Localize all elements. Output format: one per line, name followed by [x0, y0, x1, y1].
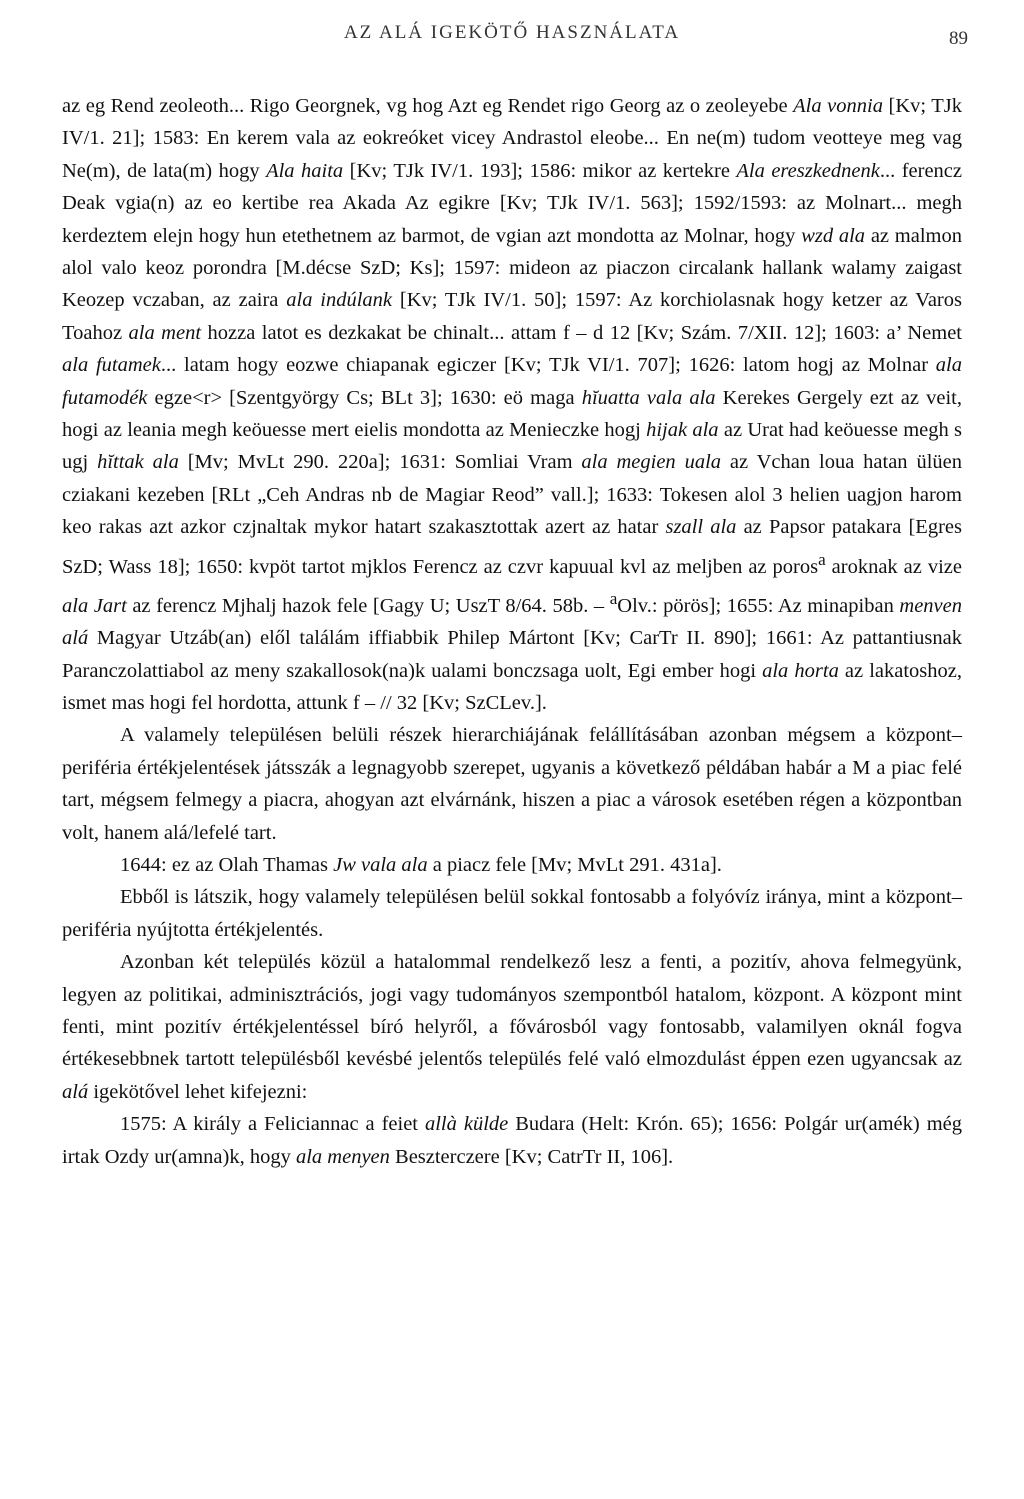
text-segment: az malmon alol valo keoz porondra [M.décse SzD; Ks]; 1597: mideon az piaczon circalank hallank walamy zaigast Keozep vczaban, az zaira	[62, 224, 962, 312]
italic-example: ala futamodék	[62, 354, 962, 409]
paragraph	[62, 90, 962, 719]
italic-example: ala futamek	[62, 354, 161, 377]
text-segment: [Kv; TJk IV/1. 21]; 1583: En kerem vala az eokreóket vicey Andrastol eleobe... En ne(m) tudom veotteye meg vag Ne(m), de lata(m) hogy	[62, 95, 962, 182]
text-segment: az ferencz Mjhalj hazok fele [Gagy U; UszT 8/64. 58b. –	[126, 594, 610, 617]
italic-example: ala Jart	[62, 594, 127, 617]
running-head: AZ ALÁ IGEKÖTŐ HASZNÁLATA	[343, 22, 681, 43]
italic-example: ala horta	[762, 659, 839, 682]
text-segment: Ebből is látszik, hogy valamely településen belül sokkal fontosabb a folyóvíz iránya, mint a központ–periféria nyújtotta értékjelentés.	[62, 886, 962, 941]
text-segment: a piacz fele [Mv; MvLt 291. 431a].	[427, 854, 722, 876]
text-segment: [Kv; TJk IV/1. 193]; 1586: mikor az kertekre	[343, 159, 737, 182]
text-segment: Beszterczere [Kv; CatrTr II, 106].	[389, 1145, 674, 1168]
italic-example: menven alá	[62, 594, 962, 650]
italic-example: ala menyen	[295, 1145, 390, 1168]
page-number: 89	[949, 28, 968, 49]
italic-example: hijak ala	[646, 419, 719, 442]
text-segment: az Papsor patakara [Egres SzD; Wass 18]; 1650: kvpöt tartot mjklos Ferencz az czvr kapuual kvl az meljben az poros	[62, 516, 962, 578]
paragraph	[62, 881, 962, 946]
italic-example: Jw vala ala	[333, 854, 428, 876]
paragraph	[62, 946, 962, 1108]
paragraph	[62, 1108, 962, 1173]
paragraph	[62, 849, 962, 881]
text-segment: hozza latot es dezkakat be chinalt... attam f – d 12 [Kv; Szám. 7/XII. 12]; 1603: a’ Nemet	[201, 321, 962, 344]
page-header	[0, 20, 1024, 50]
italic-example: hĭttak ala	[97, 451, 179, 474]
text-segment: Olv.: pörös]; 1655: Az minapiban	[617, 594, 900, 617]
italic-example: Ala haita	[266, 159, 344, 182]
footnote-marker: a	[818, 549, 826, 569]
footnote-marker: a	[609, 588, 618, 608]
text-segment: Budara (Helt: Krón. 65); 1656: Polgár ur(amék) még irtak Ozdy ur(amna)k, hogy	[62, 1113, 962, 1168]
body-text	[62, 90, 962, 1173]
text-segment: ... latam hogy eozwe chiapanak egiczer [Kv; TJk VI/1. 707]; 1626: latom hogj az Molnar	[160, 354, 936, 377]
italic-example: Ala vonnia	[793, 95, 883, 117]
italic-example: ala indúlank	[286, 289, 393, 312]
text-segment: ... ferencz Deak vgia(n) az eo kertibe rea Akada Az egikre [Kv; TJk IV/1. 563]; 1592/1593: az Molnart... megh kerdeztem elejn hogy hun etethetnem az barmot, de vgian azt mondotta az Molnar, hogy	[62, 159, 963, 247]
text-segment: aroknak az vize	[825, 555, 962, 578]
text-segment: [Kv; TJk IV/1. 50]; 1597: Az korchiolasnak hogy ketzer az Varos Toahoz	[62, 289, 962, 344]
text-segment: egze<r> [Szentgyörgy Cs; BLt 3]; 1630: eö maga	[147, 386, 582, 409]
text-segment: Magyar Utzáb(an) elől találám iffiabbik Philep Mártont [Kv; CarTr II. 890]; 1661: Az pattantiusnak Paranczolattiabol az meny szakallosok(na)k ualami bonczsaga uolt, Egi ember hogi	[62, 627, 962, 682]
text-segment: igekötővel lehet kifejezni:	[88, 1080, 308, 1103]
italic-example: Ala ereszkednenk	[736, 159, 880, 182]
paragraph	[62, 719, 962, 849]
text-segment: Azonban két település közül a hatalommal rendelkező lesz a fenti, a pozitív, ahova felmegyünk, legyen az politikai, adminisztrációs, jogi vagy tudományos szempontból hatalom, központ. A központ mint fenti, mint pozitív értékjelentéssel bíró helyről, a fővárosból vagy fontosabb, valamilyen oknál fogva értékesebbnek tartott településből kevésbé jelentős település felé való elmozdulást éppen ezen ugyancsak az	[62, 951, 962, 1071]
italic-example: ala megien uala	[581, 451, 722, 474]
italic-example: allà külde	[424, 1113, 509, 1136]
text-segment: Kerekes Gergely ezt az veit, hogi az leania megh keöuesse mert eielis mondotta az Menieczke hogj	[62, 386, 963, 442]
text-segment: az Urat had keöuesse megh s ugj	[62, 419, 963, 474]
italic-example: alá	[62, 1080, 89, 1103]
text-segment: 1575: A király a Feliciannac a feiet	[120, 1113, 425, 1136]
text-segment: 1644: ez az Olah Thamas	[120, 854, 334, 876]
italic-example: szall ala	[665, 516, 737, 539]
text-segment: A valamely településen belüli részek hierarchiájának felállításában azonban mégsem a központ–periféria értékjelentések játsszák a legnagyobb szerepet, ugyanis a következő példában habár a M a piac felé tart, mégsem felmegy a piacra, ahogyan azt elvárnánk, hiszen a piac a városok esetében régen a központban volt, hanem alá/lefelé tart.	[62, 724, 962, 844]
italic-example: ala ment	[128, 321, 202, 344]
text-segment: az eg Rend zeoleoth... Rigo Georgnek, vg hog Azt eg Rendet rigo Georg az o zeoleyebe	[62, 95, 794, 117]
italic-example: wzd ala	[801, 224, 866, 247]
text-segment: [Mv; MvLt 290. 220a]; 1631: Somliai Vram	[178, 451, 582, 474]
text-segment: az Vchan loua hatan ülüen cziakani kezeben [RLt „Ceh Andras nb de Magiar Reod” vall.]; 1633: Tokesen alol 3 helien uagjon harom keo rakas azt azkor czjnaltak mykor hatart szakasztottak azert az hatar	[62, 451, 962, 539]
text-segment: az lakatoshoz, ismet mas hogi fel hordotta, attunk f – // 32 [Kv; SzCLev.].	[62, 659, 962, 714]
italic-example: hĭuatta vala ala	[581, 386, 716, 409]
